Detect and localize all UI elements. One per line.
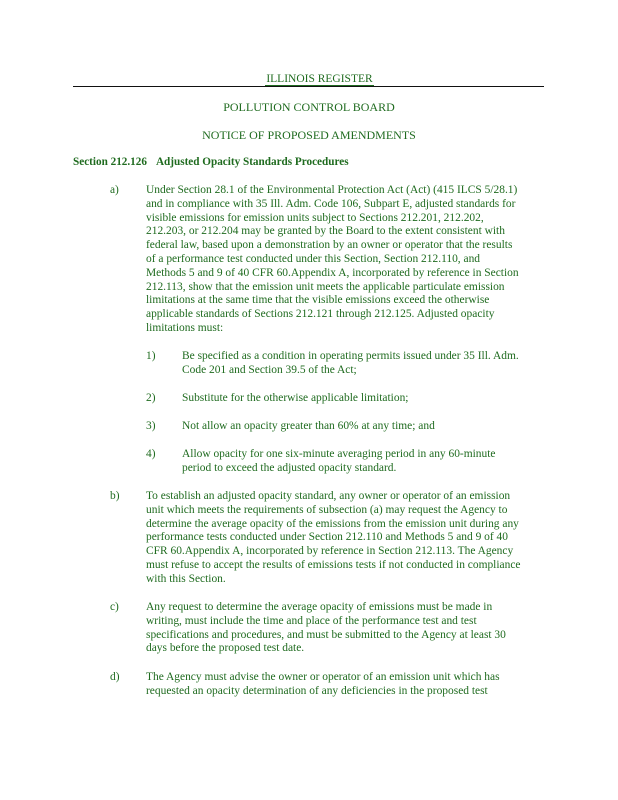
paragraph-line: visible emissions for emission units subject to Sections 212.201, 212.202, (146, 211, 484, 224)
paragraph-line: specifications and procedures, and must be submitted to the Agency at least 30 (146, 628, 506, 641)
paragraph-d (146, 671, 546, 699)
paragraph-line: Any request to determine the average opacity of emissions must be made in (146, 601, 493, 613)
paragraph-c (146, 601, 546, 656)
paragraph-marker-d: d) (110, 671, 120, 683)
paragraph-line: and in compliance with 35 Ill. Adm. Code 106, Subpart E, adjusted standards for (146, 197, 516, 210)
paragraph-line: unit which meets the requirements of subsection (a) may request the Agency to (146, 503, 508, 516)
subparagraph-marker-3: 3) (146, 420, 156, 432)
paragraph-line: writing, must include the time and place of the performance test and test (146, 614, 477, 627)
paragraph-line: requested an opacity determination of any deficiencies in the proposed test (146, 684, 488, 697)
paragraph-line: To establish an adjusted opacity standard, any owner or operator of an emission (146, 490, 511, 502)
paragraph-marker-b: b) (110, 490, 120, 502)
subparagraph-line: Substitute for the otherwise applicable limitation; (182, 392, 409, 404)
paragraph-line: applicable standards of Sections 212.121 through 212.125. Adjusted opacity (146, 308, 495, 321)
notice-heading: NOTICE OF PROPOSED AMENDMENTS (202, 128, 416, 142)
paragraph-line: performance tests conducted under Section 212.110 and Methods 5 and 9 of 40 (146, 531, 508, 544)
paragraph-line: CFR 60.Appendix A, incorporated by reference in Section 212.113. The Agency (146, 545, 514, 558)
subparagraph-2 (182, 392, 542, 406)
paragraph-line: days before the proposed test date. (146, 642, 305, 655)
subparagraph-line: Not allow an opacity greater than 60% at any time; and (182, 420, 435, 432)
paragraph-b (146, 490, 546, 587)
section-number: Section 212.126 (73, 156, 147, 168)
subparagraph-3 (182, 420, 542, 434)
subparagraph-4 (182, 448, 542, 476)
paragraph-a (146, 184, 546, 336)
board-heading: POLLUTION CONTROL BOARD (223, 100, 395, 114)
paragraph-line: 212.113, show that the emission unit meets the applicable particulate emission (146, 280, 505, 293)
paragraph-line: 212.203, or 212.204 may be granted by the Board to the extent consistent with (146, 225, 505, 238)
paragraph-line: The Agency must advise the owner or operator of an emission unit which has (146, 671, 500, 683)
paragraph-line: of a performance test conducted under this Section, Section 212.110, and (146, 252, 481, 265)
subparagraph-line: period to exceed the adjusted opacity standard. (182, 461, 397, 474)
subparagraph-line: Allow opacity for one six-minute averaging period in any 60-minute (182, 448, 496, 460)
subparagraph-marker-1: 1) (146, 350, 156, 362)
subparagraph-line: Code 201 and Section 39.5 of the Act; (182, 363, 357, 376)
subparagraph-1 (182, 350, 542, 378)
subparagraph-line: Be specified as a condition in operating permits issued under 35 Ill. Adm. (182, 350, 519, 362)
section-heading (73, 156, 553, 169)
paragraph-line: limitations must: (146, 321, 224, 334)
paragraph-line: must refuse to accept the results of emissions tests if not conducted in compliance (146, 558, 521, 571)
register-header: ILLINOIS REGISTER (266, 73, 373, 85)
section-title: Adjusted Opacity Standards Procedures (155, 156, 349, 168)
register-header-rule (73, 72, 544, 87)
paragraph-line: Under Section 28.1 of the Environmental Protection Act (Act) (415 ILCS 5/28.1) (146, 184, 518, 196)
paragraph-line: federal law, based upon a demonstration by an owner or operator that the results (146, 239, 513, 252)
paragraph-line: limitations at the same time that the visible emissions exceed the otherwise (146, 294, 490, 307)
paragraph-line: Methods 5 and 9 of 40 CFR 60.Appendix A, incorporated by reference in Section (146, 266, 519, 279)
paragraph-marker-c: c) (110, 601, 119, 613)
paragraph-line: determine the average opacity of the emissions from the emission unit during any (146, 517, 519, 530)
paragraph-line: with this Section. (146, 572, 226, 585)
subparagraph-marker-4: 4) (146, 448, 156, 460)
subparagraph-marker-2: 2) (146, 392, 156, 404)
paragraph-marker-a: a) (110, 184, 119, 196)
